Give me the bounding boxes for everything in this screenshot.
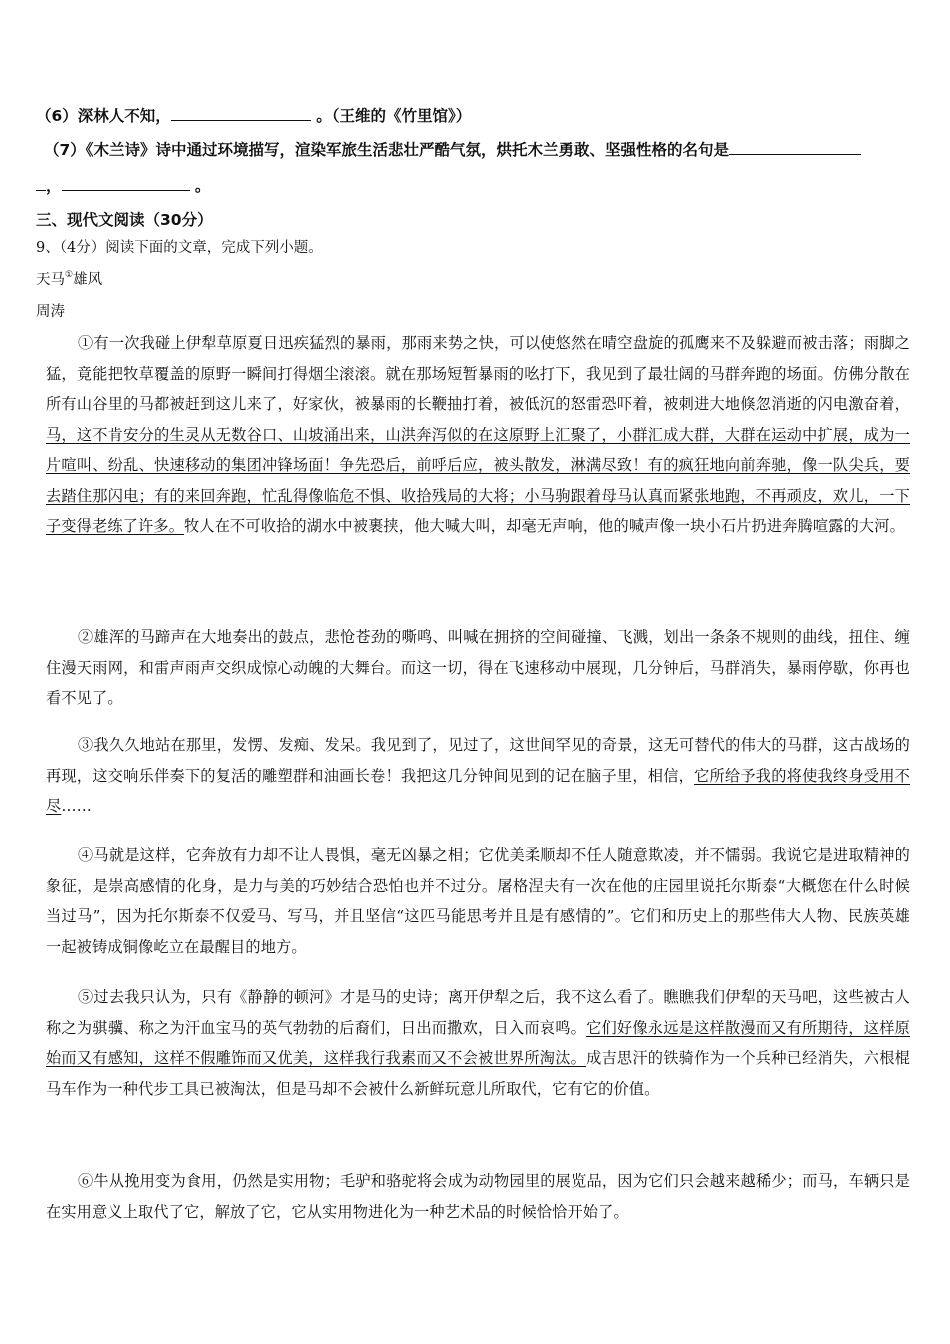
paragraph-number: ④ (78, 846, 94, 864)
paragraph-number: ⑤ (78, 988, 94, 1006)
paragraph-1-text: 有一次我碰上伊犁草原夏日迅疾猛烈的暴雨，那雨来势之快，可以使悠然在晴空盘旋的孤鹰来不及躲避而被击落；雨脚之猛，竟能把牧草覆盖的原野一瞬间打得烟尘滚滚。就在那场短暂暴雨的吆打下，我见到了最壮阔的马群奔跑的场面。仿佛分散在所有山谷里的马都被赶到这儿来了，好家伙，被暴雨的长鞭抽打着，被低沉的怒雷恐吓着，被刺进大地倏忽消逝的闪电激奋着， (46, 334, 911, 413)
underlined-passage-5: 它们好像永远是这样散漫而又有所期待，这样原始而又有感知，这样不假雕饰而又优美，这样我行我素而又不会被世界所淘汰。 (46, 1018, 911, 1067)
paragraph-number: ② (78, 628, 94, 646)
answer-blank-7b[interactable] (62, 176, 190, 191)
question-7-text: （7）《木兰诗》诗中通过环境描写，渲染军旅生活悲壮严酷气氛，烘托木兰勇敢、坚强性格的名句是 (44, 141, 730, 159)
answer-blank-7a[interactable] (729, 140, 861, 155)
underlined-passage-3: 它所给予我的将使我终身受用不尽 (46, 766, 910, 815)
paragraph-5-text: 过去我只认为，只有《静静的顿河》才是马的史诗；离开伊犁之后，我不这么看了。瞧瞧我们伊犁的天马吧，这些被古人称之为骐骥、称之为汗血宝马的英气勃勃的后裔们，日出而撒欢，日入而哀鸣。 (46, 988, 911, 1037)
question-6 (36, 104, 471, 126)
paragraph-6 (46, 1166, 910, 1227)
article-title (36, 268, 102, 289)
question-7-line2 (36, 174, 210, 196)
paragraph-5-text-end: 成吉思汗的铁骑作为一个兵种已经消失，六根棍马车作为一种代步工具已被淘汰，但是马却不会被什么新鲜玩意儿所取代，它有它的价值。 (46, 1049, 911, 1098)
paragraph-5 (46, 982, 910, 1104)
question-9-intro: 9、（4分）阅读下面的文章，完成下列小题。 (36, 240, 323, 256)
paragraph-1-text-end: 牧人在不可收拾的湖水中被裹挟，他大喊大叫，却毫无声响，他的喊声像一块小石片扔进奔腾喧露的大河。 (184, 517, 905, 535)
answer-blank-6[interactable] (171, 106, 311, 121)
section-title: 三、现代文阅读（30分） (36, 211, 213, 229)
question-6-suffix: 。（王维的《竹里馆》） (316, 107, 472, 125)
question-7 (44, 138, 861, 160)
paragraph-number: ③ (78, 736, 94, 754)
article-title-text: 天马 (36, 272, 65, 288)
paragraph-3-text-end: …… (61, 797, 93, 815)
paragraph-4 (46, 840, 910, 962)
underlined-passage-1: 马，这不肯安分的生灵从无数谷口、山坡涌出来，山洪奔泻似的在这原野上汇聚了，小群汇成大群，大群在运动中扩展，成为一片喧叫、纷乱、快速移动的集团冲锋场面！争先恐后，前呼后应，被头散发，淋满尽致！有的疯狂地向前奔驰，像一队尖兵，要去踏住那闪电；有的来回奔跑，忙乱得像临危不惧、收拾残局的大将；小马驹跟着母马认真而紧张地跑，不再顽皮，欢儿，一下子变得老练了许多。 (46, 425, 910, 535)
answer-blank-7a-cont[interactable] (36, 176, 46, 191)
question-7-end: 。 (194, 177, 211, 195)
paragraph-2-text: 雄浑的马蹄声在大地奏出的鼓点，悲怆苍劲的嘶鸣、叫喊在拥挤的空间碰撞、飞溅，划出一条条不规则的曲线，扭住、缠住漫天雨网，和雷声雨声交织成惊心动魄的大舞台。而这一切，得在飞速移动中展现，几分钟后，马群消失，暴雨停歇，你再也看不见了。 (46, 628, 911, 707)
paragraph-4-text: 马就是这样，它奔放有力却不让人畏惧，毫无凶暴之相；它优美柔顺却不任人随意欺凌，并不懦弱。我说它是进取精神的象征，是崇高感情的化身，是力与美的巧妙结合恐怕也并不过分。屠格涅夫有一次在他的庄园里说托尔斯泰“大概您在什么时候当过马”，因为托尔斯泰不仅爱马、写马，并且坚信“这匹马能思考并且是有感情的”。它们和历史上的那些伟大人物、民族英雄一起被铸成铜像屹立在最醒目的地方。 (46, 846, 911, 956)
paragraph-number: ⑥ (78, 1172, 94, 1190)
paragraph-2 (46, 622, 910, 714)
paragraph-3-text: 我久久地站在那里，发愣、发痴、发呆。我见到了，见过了，这世间罕见的奇景，这无可替代的伟大的马群，这古战场的再现，这交响乐伴奏下的复活的雕塑群和油画长卷！我把这几分钟间见到的记在脑子里，相信， (46, 736, 911, 785)
article-title-rest: 雄风 (73, 272, 103, 288)
question-6-prefix: （6）深林人不知， (36, 107, 171, 125)
article-author: 周涛 (36, 304, 65, 320)
paragraph-1 (46, 328, 910, 542)
footnote-marker: ① (65, 270, 74, 280)
question-7-comma: ， (46, 177, 62, 195)
paragraph-6-text: 牛从挽用变为食用，仍然是实用物；毛驴和骆驼将会成为动物园里的展览品，因为它们只会越来越稀少；而马，车辆只是在实用意义上取代了它，解放了它，它从实用物进化为一种艺术品的时候恰恰开始了。 (46, 1172, 911, 1221)
paragraph-number: ① (78, 334, 94, 352)
paragraph-3 (46, 730, 910, 822)
